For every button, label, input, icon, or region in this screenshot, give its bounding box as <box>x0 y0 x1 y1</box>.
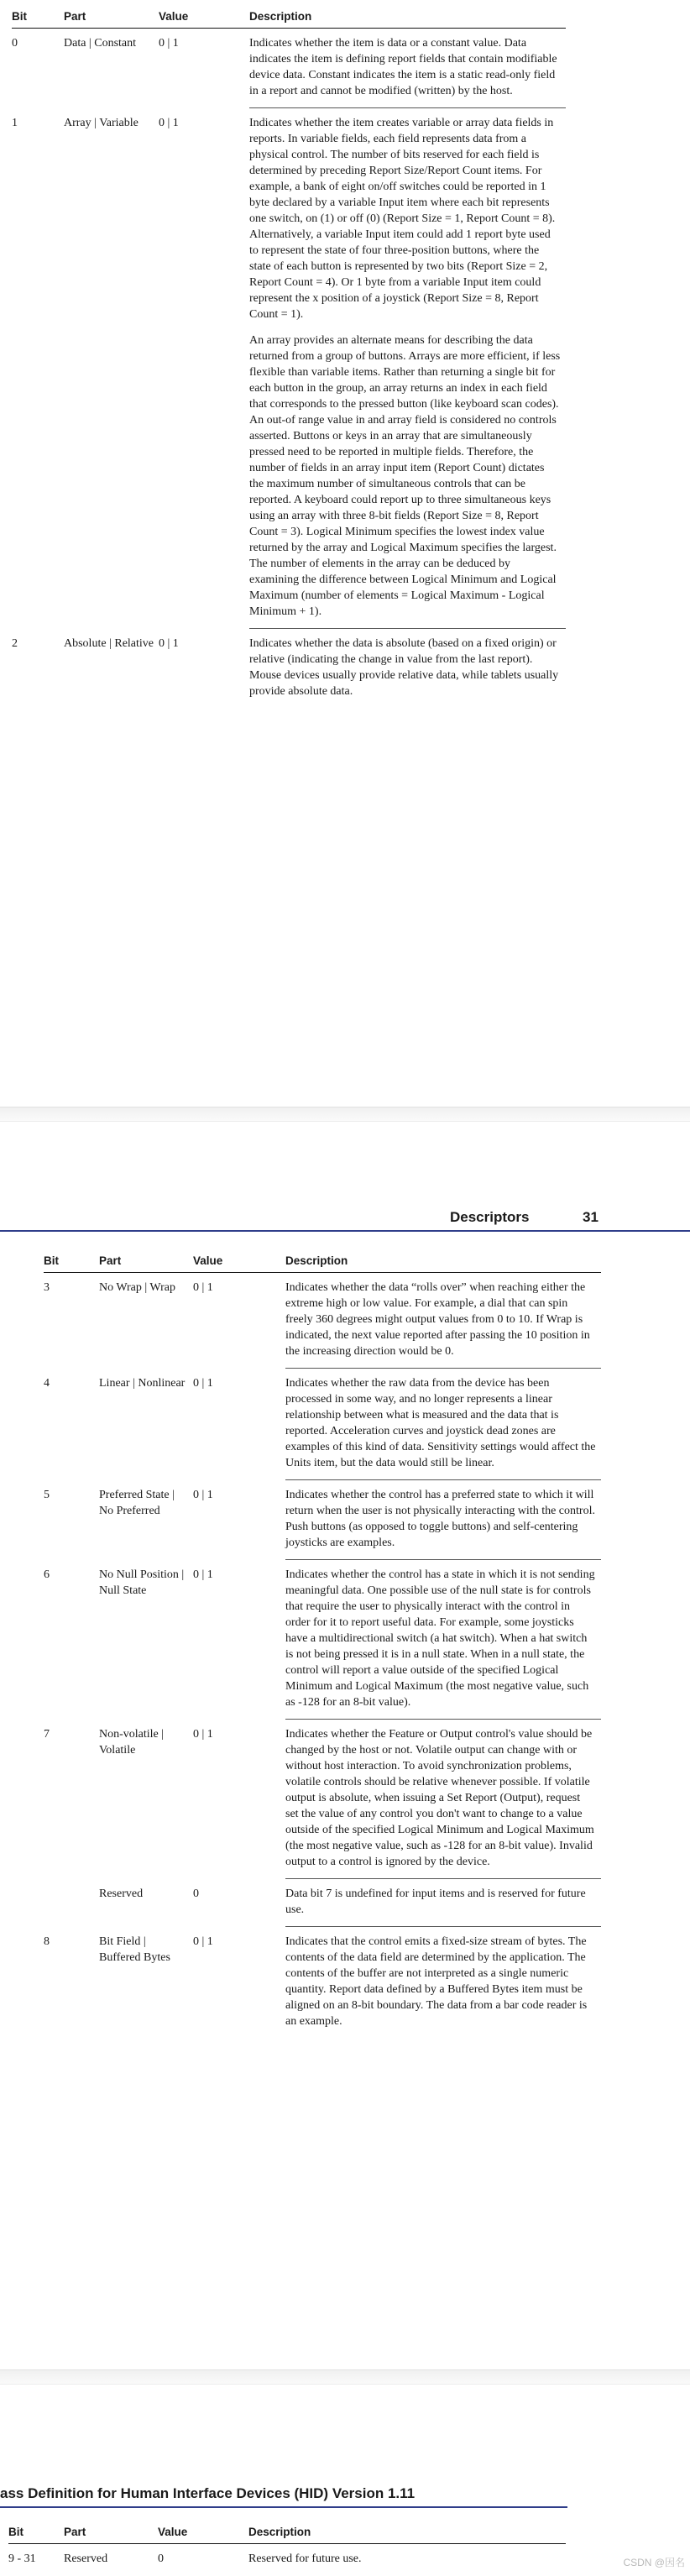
cell-part: Data | Constant <box>64 37 137 50</box>
page-header-title: Descriptors <box>450 1209 530 1225</box>
cell-bit: 2 <box>12 636 18 650</box>
cell-bit: 4 <box>44 1376 50 1390</box>
cell-value: 0 | 1 <box>193 1568 213 1581</box>
cell-bit: 9 - 31 <box>8 2552 36 2565</box>
cell-description <box>249 629 566 709</box>
col-header-value: Value <box>193 1253 285 1273</box>
table-row <box>12 108 566 629</box>
running-header-rule <box>0 2506 567 2508</box>
page-separator <box>0 1107 690 1122</box>
cell-part: Bit Field | Buffered Bytes <box>99 1935 170 1964</box>
description-paragraph: Indicates whether the item creates variable or array data fields in reports. In variable fields, each field represents data from a physical control. The number of bits reserved for each field is determined by preceding Report Size/Report Count items. For example, a bank of eight on/off switches could be reported in 1 byte declared by a variable Input item where each bit represents one switch, on (1) or off (0) (Report Size = 1, Report Count = 8). Alternatively, a variable Input item could add 1 report byte used to represent the state of four three-position buttons, where the state of each button is represented by two bits (Report Size = 2, Report Count = 4). Or 1 byte from a variable Input item could represent the x position of a joystick (Report Size = 8, Report Count = 1). <box>249 117 556 321</box>
cell-part: Reserved <box>64 2552 108 2565</box>
table-row <box>44 1480 601 1560</box>
col-header-bit: Bit <box>8 2524 64 2544</box>
description-paragraph: Indicates whether the raw data from the device has been processed in some way, and no longer represents a linear relationship between what is measured and the data that is reported. Acceleration curves and joystick dead zones are examples of this kind of data. Sensitivity settings would affect the Units item, but the data would still be linear. <box>285 1377 596 1469</box>
description-paragraph: Reserved for future use. <box>248 2552 362 2565</box>
cell-description <box>248 2544 566 2576</box>
cell-bit: 1 <box>12 116 18 129</box>
table-row <box>44 1369 601 1480</box>
description-paragraph: Indicates whether the item is data or a constant value. Data indicates the item is defining report fields that contain modifiable device data. Constant indicates the item is a static read-only field in a report and cannot be modified (written) by the host. <box>249 37 557 97</box>
cell-value: 0 | 1 <box>193 1376 213 1390</box>
cell-part: No Null Position | Null State <box>99 1568 185 1597</box>
cell-bit: 0 <box>12 37 18 50</box>
cell-value: 0 | 1 <box>193 1281 213 1294</box>
running-header <box>0 2485 690 2505</box>
page-header <box>0 1209 690 1229</box>
cell-value: 0 | 1 <box>193 1935 213 1948</box>
cell-description <box>285 1560 601 1720</box>
description-paragraph: Data bit 7 is undefined for input items and is reserved for future use. <box>285 1887 586 1916</box>
table-row <box>44 1879 601 1927</box>
cell-part: Preferred State | No Preferred <box>99 1488 175 1517</box>
page-separator <box>0 2369 690 2385</box>
col-header-value: Value <box>158 2524 248 2544</box>
cell-bit: 6 <box>44 1568 50 1581</box>
col-header-description: Description <box>285 1253 601 1273</box>
description-paragraph: An array provides an alternate means for describing the data returned from a group of buttons. Arrays are more efficient, if less flexible than variable items. Rather than returning a single bit for each button in the group, an array returns an index in each field that corresponds to the pressed button (like keyboard scan codes). An out-of range value in and array field is considered no controls asserted. Buttons or keys in an array that are simultaneously pressed need to be reported in multiple fields. Therefore, the number of fields in an array input item (Report Count) dictates the maximum number of simultaneous controls that can be reported. A keyboard could report up to three simultaneous keys using an array with three 8-bit fields (Report Size = 8, Report Count = 3). Logical Minimum specifies the lowest index value returned by the array and Logical Maximum specifies the largest. The number of elements in the array can be deduced by examining the difference between Logical Minimum and Logical Maximum (number of elements = Logical Maximum - Logical Minimum + 1). <box>249 334 561 618</box>
cell-part: No Wrap | Wrap <box>99 1281 175 1294</box>
col-header-bit: Bit <box>44 1253 99 1273</box>
cell-bit: 8 <box>44 1935 50 1948</box>
table-header-row <box>8 2524 566 2544</box>
cell-description <box>285 1273 601 1369</box>
cell-value: 0 <box>158 2552 164 2565</box>
spec-table-3 <box>8 2524 566 2575</box>
col-header-description: Description <box>248 2524 566 2544</box>
col-header-description: Description <box>249 8 566 29</box>
cell-description <box>285 1720 601 1879</box>
description-paragraph: Indicates that the control emits a fixed-size stream of bytes. The contents of the data field are determined by the application. The contents of the buffer are not interpreted as a single numeric quantity. Report data defined by a Buffered Bytes item must be aligned on an 8-bit boundary. The data from a bar code reader is an example. <box>285 1935 588 2028</box>
table-header-row <box>44 1253 601 1273</box>
cell-value: 0 | 1 <box>193 1488 213 1501</box>
cell-bit: 7 <box>44 1727 50 1741</box>
description-paragraph: Indicates whether the control has a preferred state to which it will return when the user is not physically interacting with the control. Push buttons (as opposed to toggle buttons) and self-centering joysticks are examples. <box>285 1489 595 1549</box>
table-row <box>44 1927 601 2039</box>
description-paragraph: Indicates whether the data is absolute (based on a fixed origin) or relative (indicating the change in value from the last report). Mouse devices usually provide relative data, while tablets usually provide absolute data. <box>249 637 559 698</box>
cell-description <box>285 1879 601 1927</box>
cell-part: Absolute | Relative <box>64 636 154 650</box>
description-paragraph: Indicates whether the data “rolls over” when reaching either the extreme high or low value. For example, a dial that can spin freely 360 degrees might output values from 0 to 10. If Wrap is indicated, the next value reported after passing the 10 position in the increasing direction would be 0. <box>285 1281 590 1358</box>
col-header-value: Value <box>159 8 249 29</box>
cell-bit: 5 <box>44 1488 50 1501</box>
spec-table-1 <box>12 8 566 708</box>
cell-part: Non-volatile | Volatile <box>99 1727 165 1757</box>
table-row <box>12 629 566 709</box>
cell-value: 0 | 1 <box>193 1727 213 1741</box>
running-header-title: ass Definition for Human Interface Devices (HID) Version 1.11 <box>0 2485 416 2501</box>
table-row <box>8 2544 566 2576</box>
col-header-bit: Bit <box>12 8 64 29</box>
table-row <box>44 1720 601 1879</box>
cell-description <box>285 1369 601 1480</box>
cell-value: 0 <box>193 1887 199 1900</box>
cell-value: 0 | 1 <box>159 37 179 50</box>
watermark: CSDN @因名 <box>623 2557 685 2568</box>
table-row <box>44 1273 601 1369</box>
col-header-part: Part <box>64 2524 158 2544</box>
cell-value: 0 | 1 <box>159 116 179 129</box>
col-header-part: Part <box>64 8 159 29</box>
description-paragraph: Indicates whether the Feature or Output control's value should be changed by the host or not. Volatile output can change with or without host interaction. To avoid synchronization problems, volatile controls should be relative whenever possible. If volatile output is absolute, when issuing a Set Report (Output), request set the value of any control you don't want to change to a value outside of the specified Logical Minimum and Logical Maximum (the most negative value, such as -128 for an 8-bit value). Invalid output to a control is ignored by the device. <box>285 1728 594 1868</box>
cell-description <box>249 29 566 108</box>
cell-description <box>249 108 566 629</box>
table-row <box>12 29 566 108</box>
table-header-row <box>12 8 566 29</box>
cell-description <box>285 1927 601 2039</box>
cell-part: Linear | Nonlinear <box>99 1376 186 1390</box>
description-paragraph: Indicates whether the control has a state in which it is not sending meaningful data. One possible use of the null state is for controls that require the user to physically interact with the control in order for it to report useful data. For example, some joysticks have a multidirectional switch (a hat switch). When a hat switch is not being pressed it is in a null state. When in a null state, the control will report a value outside of the specified Logical Minimum and Logical Maximum (the most negative value, such as -128 for an 8-bit value). <box>285 1568 595 1709</box>
col-header-part: Part <box>99 1253 193 1273</box>
page-number: 31 <box>583 1209 599 1225</box>
cell-value: 0 | 1 <box>159 636 179 650</box>
cell-bit: 3 <box>44 1281 50 1294</box>
cell-part: Array | Variable <box>64 116 139 129</box>
cell-bit <box>44 1879 99 1927</box>
spec-table-2 <box>44 1253 601 2038</box>
page-header-rule <box>0 1230 690 1232</box>
table-row <box>44 1560 601 1720</box>
cell-part: Reserved <box>99 1887 144 1900</box>
cell-description <box>285 1480 601 1560</box>
